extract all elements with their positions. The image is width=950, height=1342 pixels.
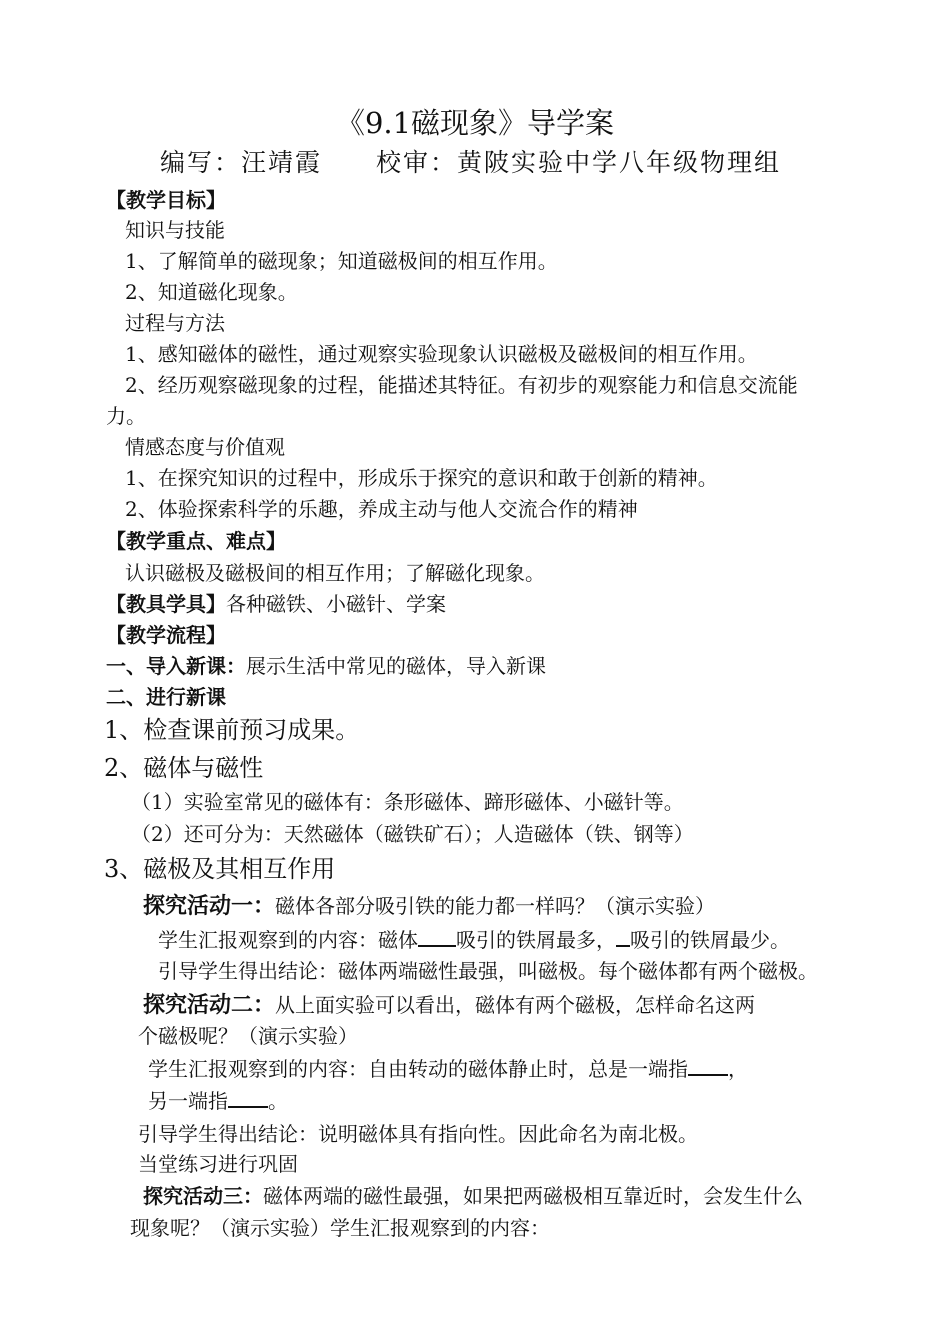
intro-label: 一、导入新课： xyxy=(106,654,246,678)
emotion-item-1: 1、在探究知识的过程中，形成乐于探究的意识和敢于创新的精神。 xyxy=(125,466,718,490)
tools-heading: 【教具学具】 xyxy=(106,592,226,616)
activity-3-label: 探究活动三： xyxy=(143,1184,263,1208)
tools-line xyxy=(106,590,446,618)
knowledge-item-2: 2、知道磁化现象。 xyxy=(125,280,298,304)
answer-blank[interactable] xyxy=(418,925,456,947)
activity-2-text-cont: 个磁极呢？（演示实验） xyxy=(138,1024,358,1048)
authors-line xyxy=(160,146,781,180)
flow-item-3: 3、磁极及其相互作用 xyxy=(104,855,336,883)
emotion-heading: 情感态度与价值观 xyxy=(125,435,285,459)
knowledge-heading: 知识与技能 xyxy=(125,218,225,242)
process-heading: 过程与方法 xyxy=(125,311,225,335)
new-lesson-heading: 二、进行新课 xyxy=(106,685,226,709)
activity-3-text: 磁体两端的磁性最强，如果把两磁极相互靠近时，会发生什么 xyxy=(263,1184,803,1208)
flow-item-2-1: （1）实验室常见的磁体有：条形磁体、蹄形磁体、小磁针等。 xyxy=(131,790,684,814)
process-item-1: 1、感知磁体的磁性，通过观察实验现象认识磁极及磁极间的相互作用。 xyxy=(125,342,758,366)
keypoints-heading: 【教学重点、难点】 xyxy=(106,529,286,553)
knowledge-item-1: 1、了解简单的磁现象；知道磁极间的相互作用。 xyxy=(125,249,558,273)
flow-item-2-2: （2）还可分为：天然磁体（磁铁矿石）；人造磁体（铁、钢等） xyxy=(131,822,694,846)
activity-3-text-cont: 现象呢？（演示实验）学生汇报观察到的内容： xyxy=(130,1216,550,1240)
intro-text: 展示生活中常见的磁体，导入新课 xyxy=(246,654,546,678)
answer-blank[interactable] xyxy=(688,1054,728,1076)
answer-blank[interactable] xyxy=(616,925,630,947)
flow-item-2: 2、磁体与磁性 xyxy=(104,754,264,782)
activity-1-report: 学生汇报观察到的内容：磁体 吸引的铁屑最多， 吸引的铁屑最少。 xyxy=(158,925,790,954)
activity-2-conclusion: 引导学生得出结论：说明磁体具有指向性。因此命名为南北极。 xyxy=(138,1122,698,1146)
process-item-2-cont: 力。 xyxy=(106,404,146,428)
activity-1-text: 磁体各部分吸引铁的能力都一样吗？（演示实验） xyxy=(275,894,716,918)
activity-2-line xyxy=(143,990,755,1020)
flow-item-1: 1、检查课前预习成果。 xyxy=(104,716,360,744)
emotion-item-2: 2、体验探索科学的乐趣，养成主动与他人交流合作的精神 xyxy=(125,497,638,521)
flow-heading: 【教学流程】 xyxy=(106,623,226,647)
document-title: 《9.1磁现象》导学案 xyxy=(335,106,615,140)
activity-1-conclusion: 引导学生得出结论：磁体两端磁性最强，叫磁极。每个磁体都有两个磁极。 xyxy=(158,959,818,983)
intro-line xyxy=(106,652,546,680)
practice-line: 当堂练习进行巩固 xyxy=(138,1152,298,1176)
activity-1-label: 探究活动一： xyxy=(143,893,276,919)
activity-3-line xyxy=(143,1182,803,1210)
objectives-heading: 【教学目标】 xyxy=(106,188,226,212)
tools-text: 各种磁铁、小磁针、学案 xyxy=(226,592,446,616)
activity-2-text: 从上面实验可以看出，磁体有两个磁极，怎样命名这两 xyxy=(275,993,756,1017)
process-item-2: 2、经历观察磁现象的过程，能描述其特征。有初步的观察能力和信息交流能 xyxy=(125,373,798,397)
answer-blank[interactable] xyxy=(228,1086,268,1108)
activity-2-report-2: 另一端指 。 xyxy=(148,1086,288,1115)
keypoints-text: 认识磁极及磁极间的相互作用；了解磁化现象。 xyxy=(125,561,545,585)
reviewer: 校审：黄陂实验中学八年级物理组 xyxy=(376,148,782,177)
activity-1-line xyxy=(143,891,715,921)
activity-2-report-1: 学生汇报观察到的内容：自由转动的磁体静止时，总是一端指 ， xyxy=(148,1054,748,1083)
writer: 编写：汪靖霞 xyxy=(160,148,323,177)
activity-2-label: 探究活动二： xyxy=(143,992,276,1018)
